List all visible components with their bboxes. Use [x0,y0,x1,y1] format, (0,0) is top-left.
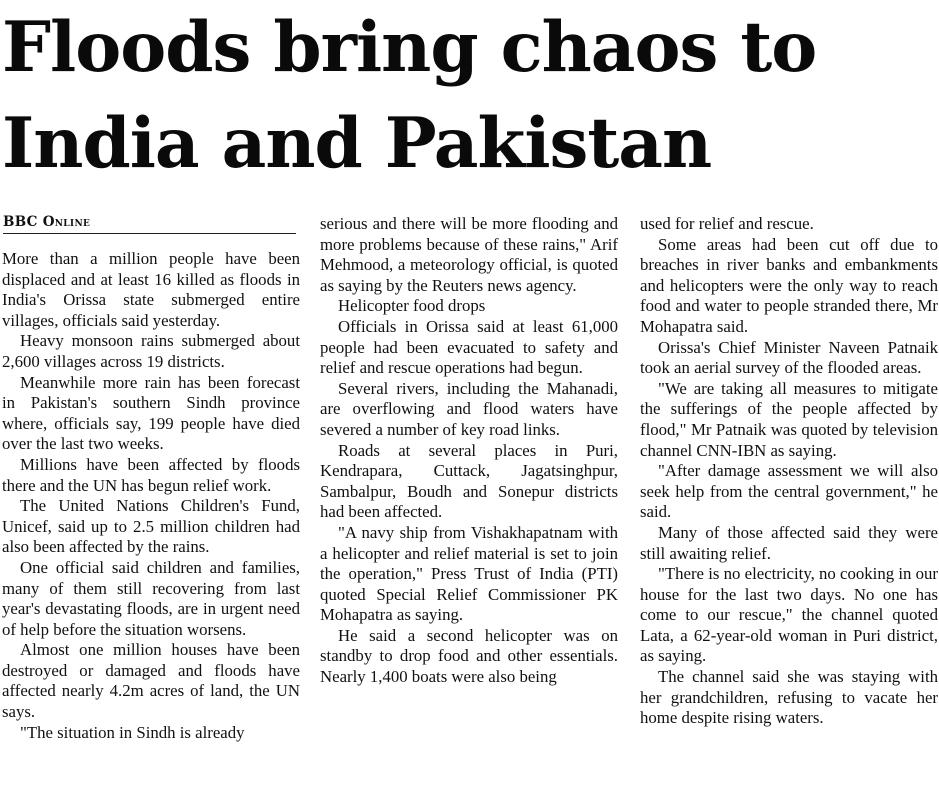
paragraph: More than a million people have been displaced and at least 16 killed as floods in India's Orissa state submerged entire villages, officials said yesterday. [2,249,300,330]
headline-line-2: India and Pakistan [2,103,712,184]
headline-line-1: Floods bring chaos to [2,7,817,88]
paragraph: The channel said she was staying with her grandchildren, refusing to vacate her home despite rising waters. [640,667,938,728]
paragraph: "We are taking all measures to mitigate the sufferings of the people affected by flood," Mr Patnaik was quoted by television channel CNN-IBN as saying. [640,378,938,460]
paragraph: Millions have been affected by floods there and the UN has begun relief work. [2,454,300,495]
subheading: Helicopter food drops [338,296,486,316]
paragraph: Officials in Orissa said at least 61,000 people had been evacuated to safety and relief and rescue operations had begun. [320,316,618,378]
headline [2,0,937,192]
paragraph: Several rivers, including the Mahanadi, are overflowing and flood waters have severed a number of key road links. [320,378,618,439]
paragraph: The United Nations Children's Fund, Unicef, said up to 2.5 million children had also been affected by the rains. [2,496,300,557]
paragraph: Almost one million houses have been destroyed or damaged and floods have affected nearly 4.2m acres of land, the UN says. [2,640,300,722]
paragraph: Some areas had been cut off due to breaches in river banks and embankments and helicopters were the only way to reach food and water to people stranded there, Mr Mohapatra said. [640,234,938,336]
paragraph: serious and there will be more flooding and more problems because of these rains," Arif Mehmood, a meteorology official, is quoted as saying by the Reuters news agency. [320,214,618,295]
paragraph: Roads at several places in Puri, Kendrapara, Cuttack, Jagatsinghpur, Sambalpur, Boudh and Sonepur districts had been affected. [320,440,618,522]
paragraph: "After damage assessment we will also seek help from the central government," he said. [640,461,938,522]
article-column-2 [320,214,618,688]
paragraph: "A navy ship from Vishakhapatnam with a helicopter and relief material is set to join the operation," Press Trust of India (PTI) quoted Special Relief Commissioner PK Mohapatra as saying. [320,522,618,625]
paragraph: Orissa's Chief Minister Naveen Patnaik took an aerial survey of the flooded areas. [640,337,938,378]
paragraph: Meanwhile more rain has been forecast in Pakistan's southern Sindh province where, officials say, 199 people have died over the last two weeks. [2,372,300,454]
paragraph: "There is no electricity, no cooking in our house for the last two days. No one has come to our rescue," the channel quoted Lata, a 62-year-old woman in Puri district, as saying. [640,564,938,666]
paragraph: Heavy monsoon rains submerged about 2,600 villages across 19 districts. [2,331,300,371]
paragraph: "The situation in Sindh is already [20,722,245,742]
article-column-1 [2,249,300,743]
byline: BBC Online [3,214,296,234]
paragraph: One official said children and families, many of them still recovering from last year's devastating floods, are in urgent need of help before the situation worsens. [2,557,300,639]
article-column-3 [640,214,938,729]
paragraph: used for relief and rescue. [640,214,814,233]
paragraph: Many of those affected said they were still awaiting relief. [640,522,938,563]
paragraph: He said a second helicopter was on standby to drop food and other essentials. Nearly 1,400 boats were also being [320,625,618,687]
